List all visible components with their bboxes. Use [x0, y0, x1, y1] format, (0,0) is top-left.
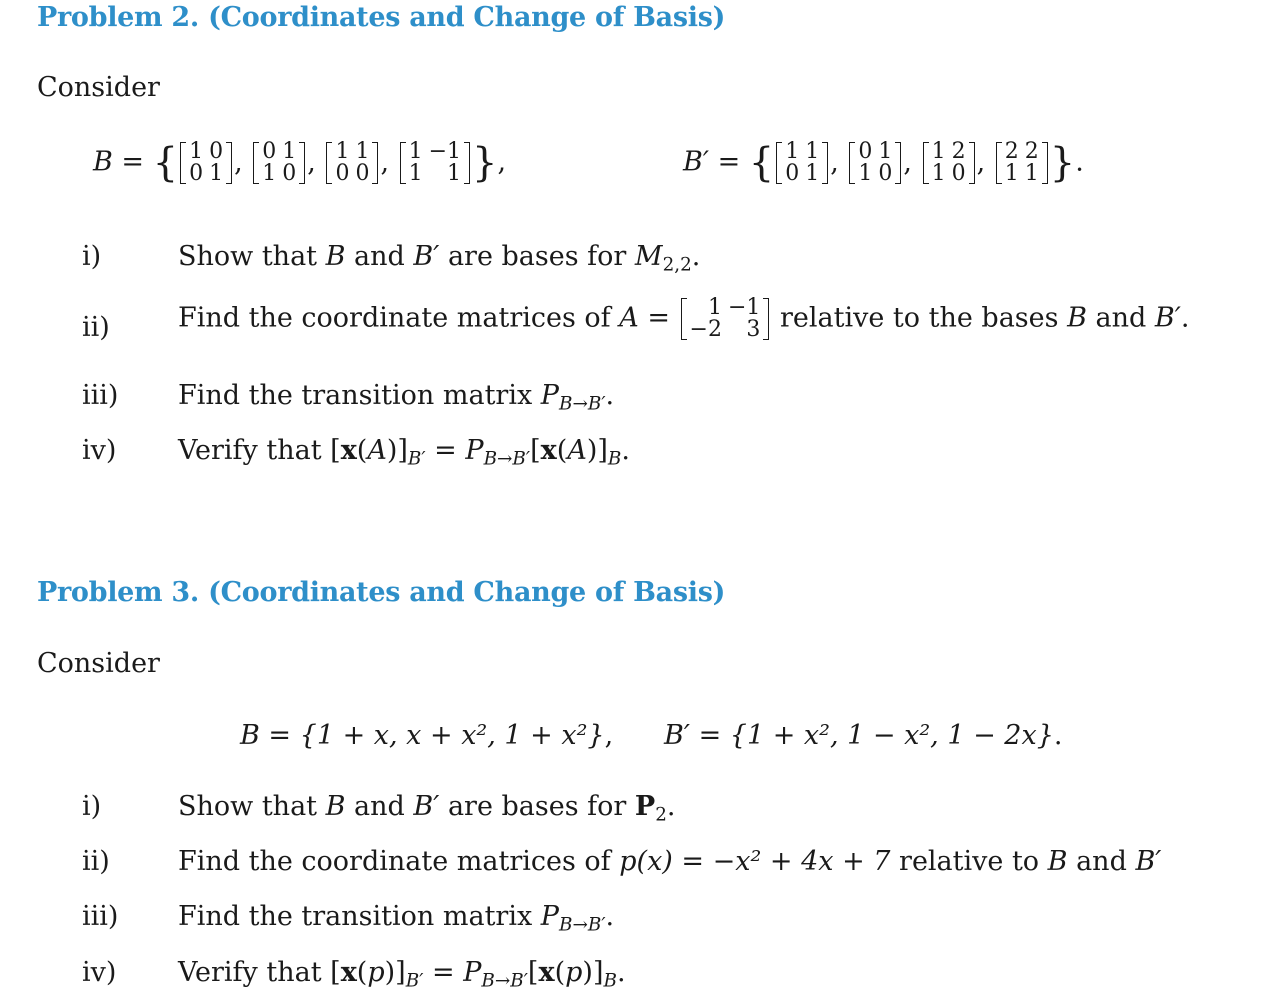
basis-Bp-definition: B′ = {1 + x², 1 − x², 1 − 2x}.	[664, 720, 1063, 751]
matrix-entry: −1	[727, 295, 761, 320]
consider-text: Consider	[37, 72, 160, 103]
item-label: ii)	[82, 846, 110, 877]
matrix-entry: 0	[785, 161, 800, 186]
problem-2-heading: Problem 2. (Coordinates and Change of Basis)	[37, 2, 726, 33]
matrix-entry: 0	[355, 161, 370, 186]
matrix	[776, 141, 828, 185]
matrix-entry: 0	[858, 139, 873, 164]
matrix-entry: 1	[447, 161, 462, 186]
problem-3-item-ii: Find the coordinate matrices of p(x) = −x² + 4x + 7 relative to B and B′	[178, 846, 1162, 877]
problem-2-item-iv: Verify that $[x(A)]_{B'} = P_{B\to B'}[x(A)]_B$.	[178, 435, 630, 470]
right-brace: }	[472, 140, 498, 186]
Bp-symbol: B′	[683, 146, 709, 178]
item-label: iii)	[82, 380, 119, 411]
matrix-entry: 1	[335, 139, 350, 164]
B-matrices: 1 0 0 1 , 0 1 1 0 , 1 1 0 0 , 1 −1 1 1	[178, 147, 472, 178]
matrix-entry: 1	[1024, 161, 1039, 186]
matrix-entry: 1	[408, 139, 423, 164]
matrix-entry: 2	[1024, 139, 1039, 164]
matrix	[996, 141, 1048, 185]
matrix-entry: 1	[858, 161, 873, 186]
matrix	[681, 297, 770, 341]
matrix-entry: 0	[262, 139, 277, 164]
matrix-entry: 0	[189, 161, 204, 186]
matrix-entry: 1	[408, 161, 423, 186]
matrix-entry: 0	[209, 139, 224, 164]
matrix-entry: 1	[805, 139, 820, 164]
matrix-entry: 1	[209, 161, 224, 186]
matrix-entry: 1	[805, 161, 820, 186]
item-label: ii)	[82, 312, 110, 343]
problem-3-item-i: Show that B and B′ are bases for $P_2$.	[178, 791, 676, 826]
right-brace: }	[1049, 140, 1076, 186]
problem-3-item-iii: Find the transition matrix $P_{B\to B'}$.	[178, 901, 615, 936]
matrix-entry: 0	[878, 161, 893, 186]
matrix	[253, 141, 305, 185]
matrix-entry: 1	[1004, 161, 1019, 186]
matrix-entry: −1	[428, 139, 462, 164]
matrix-entry: 1	[931, 161, 946, 186]
matrix-entry: 1	[785, 139, 800, 164]
matrix-entry: 0	[951, 161, 966, 186]
matrix-entry: 3	[746, 317, 761, 342]
matrix	[923, 141, 975, 185]
matrix-entry: 1	[282, 139, 297, 164]
A-matrix	[679, 295, 772, 342]
problem-2-item-ii: Find the coordinate matrices of A = 1 −1 −2 3 relative to the bases B and B′.	[178, 295, 1190, 342]
B-symbol: B	[93, 146, 113, 178]
item-label: i)	[82, 241, 102, 272]
matrix	[180, 141, 232, 185]
matrix-entry: 1	[931, 139, 946, 164]
left-brace: {	[748, 140, 775, 186]
problem-3-heading: Problem 3. (Coordinates and Change of Basis)	[37, 577, 726, 608]
matrix	[849, 141, 901, 185]
matrix-entry: 1	[878, 139, 893, 164]
matrix-entry: 2	[951, 139, 966, 164]
matrix	[326, 141, 378, 185]
item-label: iii)	[82, 901, 119, 932]
item-label: i)	[82, 791, 102, 822]
matrix-entry: 1	[355, 139, 370, 164]
basis-B-definition: B = {1 + x, x + x², 1 + x²},	[240, 720, 614, 751]
Bp-matrices: 1 1 0 1 , 0 1 1 0 , 1 2 1 0 , 2 2 1 1	[774, 147, 1050, 178]
problem-2-item-iii: Find the transition matrix $P_{B\to B'}$.	[178, 380, 615, 415]
matrix-entry: −2	[689, 317, 722, 342]
matrix-entry: 1	[707, 295, 722, 320]
basis-B-definition: B = { 1 0 0 1 , 0 1 1 0 , 1 1 0 0 , 1 −1 1 1 },	[93, 139, 507, 186]
matrix-entry: 2	[1004, 139, 1019, 164]
item-label: iv)	[82, 957, 117, 988]
matrix-entry: 1	[189, 139, 204, 164]
problem-2-item-i: Show that B and B′ are bases for $M_{2,2}$.	[178, 241, 701, 276]
matrix-entry: 1	[262, 161, 277, 186]
consider-text: Consider	[37, 648, 160, 679]
item-label: iv)	[82, 435, 117, 466]
problem-3-item-iv: Verify that $[x(p)]_{B'} = P_{B\to B'}[x(p)]_B$.	[178, 957, 626, 992]
matrix	[400, 141, 470, 185]
matrix-entry: 0	[335, 161, 350, 186]
left-brace: {	[152, 140, 179, 186]
matrix-entry: 0	[282, 161, 297, 186]
basis-Bp-definition: B′ = { 1 1 0 1 , 0 1 1 0 , 1 2 1 0 , 2 2 1 1 }.	[683, 139, 1084, 186]
